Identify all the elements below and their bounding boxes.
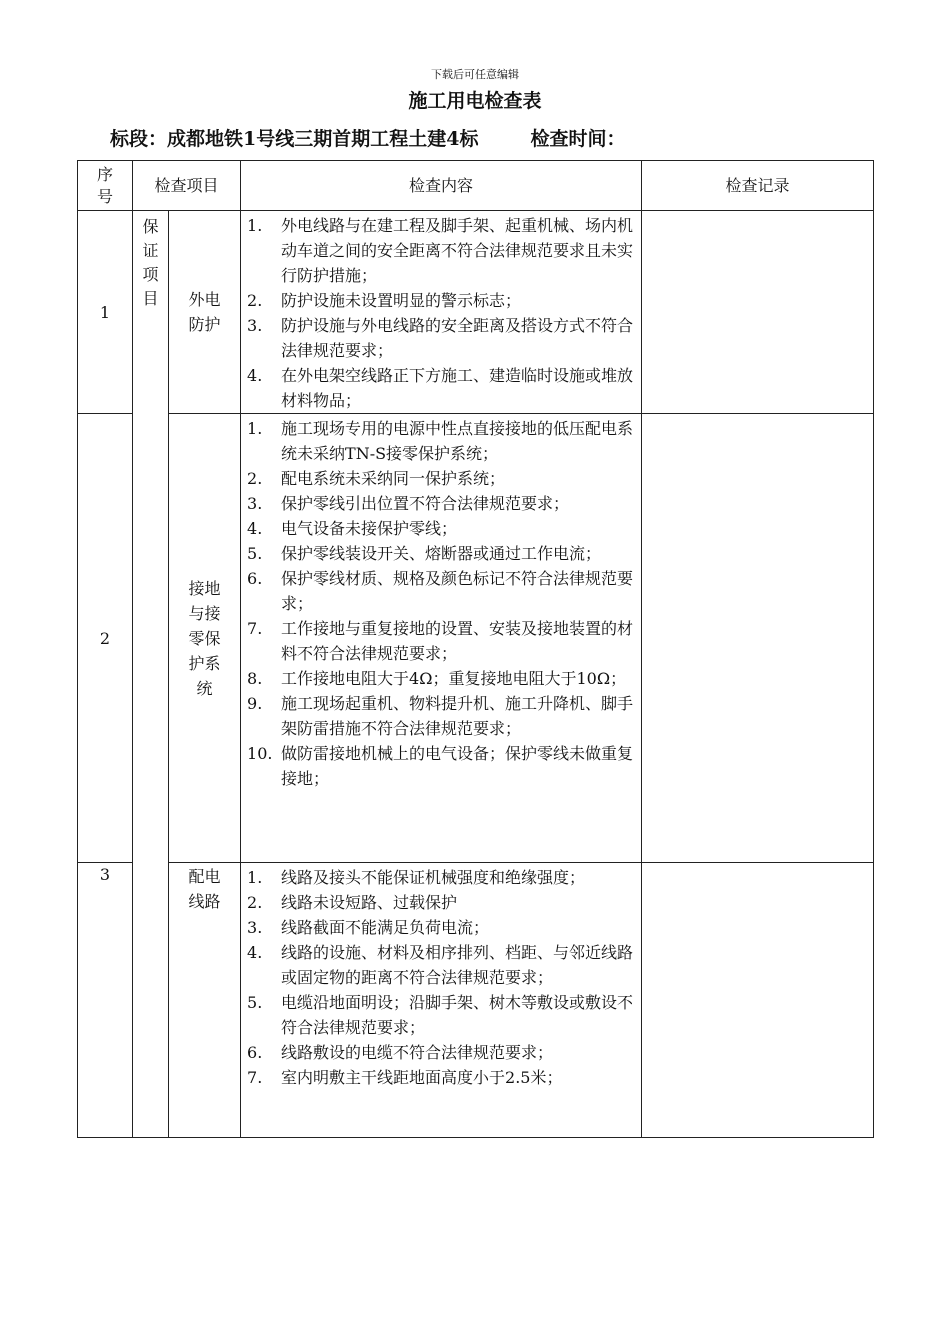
- check-item-text: 电气设备未接保护零线；: [281, 519, 458, 538]
- check-item: [247, 491, 637, 516]
- col-header-content: 检查内容: [241, 161, 642, 211]
- check-item: [247, 541, 637, 566]
- check-item-number: 1.: [247, 216, 263, 235]
- check-item: [247, 1040, 637, 1065]
- check-item-number: 5.: [247, 993, 263, 1012]
- check-item-number: 2.: [247, 893, 263, 912]
- check-record-cell[interactable]: [642, 211, 874, 414]
- check-item: [247, 466, 637, 491]
- check-item-number: 4.: [247, 366, 263, 385]
- table-header-row: [78, 161, 874, 211]
- check-item-number: 2.: [247, 291, 263, 310]
- check-item-number: 1.: [247, 419, 263, 438]
- check-item: [247, 990, 637, 1040]
- check-item-text: 保护零线装设开关、熔断器或通过工作电流；: [281, 544, 602, 563]
- check-item-text: 线路敷设的电缆不符合法律规范要求；: [281, 1043, 554, 1062]
- check-item-number: 3.: [247, 494, 263, 513]
- check-item-number: 7.: [247, 619, 263, 638]
- check-item: [247, 691, 637, 741]
- col-header-record: 检查记录: [642, 161, 874, 211]
- row-number: 1: [78, 211, 133, 414]
- check-content: [241, 863, 642, 1138]
- check-item-number: 9.: [247, 694, 263, 713]
- category-label: 接地与接零保护系统: [169, 414, 241, 863]
- check-item: [247, 313, 637, 363]
- col-header-item: 检查项目: [133, 161, 241, 211]
- page-title: 施工用电检查表: [408, 90, 542, 112]
- category-label: 配电线路: [169, 863, 241, 1138]
- check-item: [247, 865, 637, 890]
- check-item-number: 8.: [247, 669, 263, 688]
- check-item-text: 施工现场专用的电源中性点直接接地的低压配电系统未采纳TN-S接零保护系统；: [281, 419, 634, 463]
- check-item-number: 4.: [247, 519, 263, 538]
- check-item-text: 在外电架空线路正下方施工、建造临时设施或堆放材料物品；: [281, 366, 634, 410]
- inspection-table: [77, 160, 874, 1138]
- table-row: [78, 863, 874, 1138]
- check-record-cell[interactable]: [642, 863, 874, 1138]
- check-item-text: 线路及接头不能保证机械强度和绝缘强度；: [281, 868, 586, 887]
- check-item: [247, 288, 637, 313]
- row-number: 2: [78, 414, 133, 863]
- check-item-text: 保护零线材质、规格及颜色标记不符合法律规范要求；: [281, 569, 634, 613]
- check-item: [247, 940, 637, 990]
- check-item-number: 7.: [247, 1068, 263, 1087]
- check-item-number: 4.: [247, 943, 263, 962]
- col-header-seq: 序号: [78, 161, 133, 211]
- header-note: 下载后可任意编辑: [431, 68, 519, 81]
- inspection-time-label: 检查时间：: [530, 128, 626, 150]
- check-item-text: 工作接地与重复接地的设置、安装及接地装置的材料不符合法律规范要求；: [281, 619, 634, 663]
- check-item-number: 6.: [247, 569, 263, 588]
- check-item-text: 防护设施与外电线路的安全距离及搭设方式不符合法律规范要求；: [281, 316, 634, 360]
- check-item-text: 配电系统未采纳同一保护系统；: [281, 469, 506, 488]
- check-item: [247, 416, 637, 466]
- check-item: [247, 566, 637, 616]
- check-item-number: 3.: [247, 918, 263, 937]
- check-item: [247, 363, 637, 413]
- check-item-text: 保护零线引出位置不符合法律规范要求；: [281, 494, 570, 513]
- check-item-text: 线路未设短路、过载保护: [281, 893, 458, 912]
- check-item-number: 1.: [247, 868, 263, 887]
- check-item-text: 线路的设施、材料及相序排列、档距、与邻近线路或固定物的距离不符合法律规范要求；: [281, 943, 634, 987]
- check-item-text: 做防雷接地机械上的电气设备；保护零线未做重复接地；: [281, 744, 634, 788]
- row-number: 3: [78, 863, 133, 1138]
- table-row: [78, 414, 874, 863]
- check-item-text: 外电线路与在建工程及脚手架、起重机械、场内机动车道之间的安全距离不符合法律规范要求且未实行防护措施；: [281, 216, 634, 285]
- check-item-number: 3.: [247, 316, 263, 335]
- check-item-text: 线路截面不能满足负荷电流；: [281, 918, 490, 937]
- check-item-number: 10.: [247, 744, 273, 763]
- check-item-number: 6.: [247, 1043, 263, 1062]
- check-content: [241, 414, 642, 863]
- check-content: [241, 211, 642, 414]
- check-item-text: 施工现场起重机、物料提升机、施工升降机、脚手架防雷措施不符合法律规范要求；: [281, 694, 634, 738]
- check-item: [247, 1065, 637, 1090]
- check-item: [247, 666, 637, 691]
- check-item: [247, 890, 637, 915]
- check-item: [247, 213, 637, 288]
- check-item: [247, 741, 637, 791]
- check-item-text: 防护设施未设置明显的警示标志；: [281, 291, 522, 310]
- check-item-text: 电缆沿地面明设；沿脚手架、树木等敷设或敷设不符合法律规范要求；: [281, 993, 634, 1037]
- check-item: [247, 915, 637, 940]
- table-row: [78, 211, 874, 414]
- check-item: [247, 516, 637, 541]
- check-item-number: 5.: [247, 544, 263, 563]
- group-label: 保证项目: [133, 211, 169, 1138]
- check-item-number: 2.: [247, 469, 263, 488]
- check-item: [247, 616, 637, 666]
- check-item-text: 工作接地电阻大于4Ω；重复接地电阻大于10Ω；: [281, 669, 627, 688]
- subtitle-line: [110, 124, 625, 151]
- check-record-cell[interactable]: [642, 414, 874, 863]
- check-item-text: 室内明敷主干线距地面高度小于2.5米；: [281, 1068, 563, 1087]
- section-label: 标段：成都地铁1号线三期首期工程土建4标: [110, 128, 479, 150]
- category-label: 外电防护: [169, 211, 241, 414]
